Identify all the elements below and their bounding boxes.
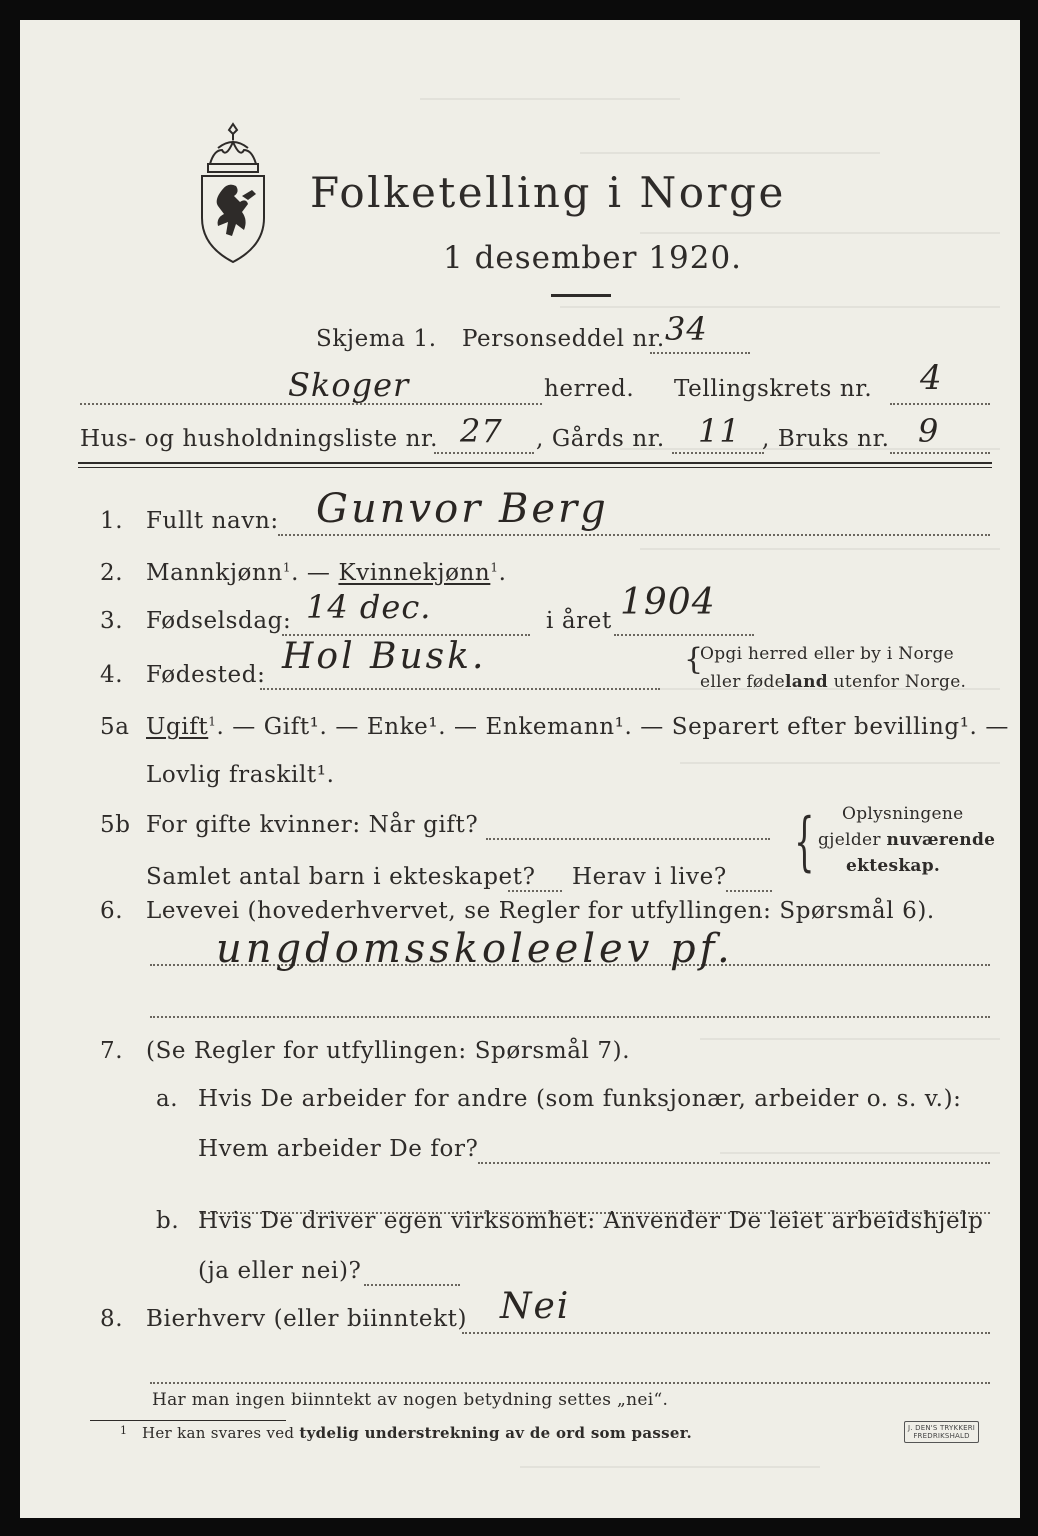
q7a-label2: Hvem arbeider De for? [198,1136,479,1162]
skjema-label: Skjema 1. [316,326,437,352]
husliste-value[interactable]: 27 [460,412,503,450]
q5b-married-label: For gifte kvinner: Når gift? [146,812,479,838]
q4-birthplace-value[interactable]: Hol Busk. [282,636,487,677]
q3-year-label: i året [546,608,612,634]
header-rule-top [78,462,992,464]
q4-note-line1: Opgi herred eller by i Norge [700,644,954,664]
herred-value[interactable]: Skoger [288,366,410,404]
q6-label: Levevei (hovederhvervet, se Regler for utfyllingen: Spørsmål 6). [146,898,935,924]
q7-label: (Se Regler for utfyllingen: Spørsmål 7). [146,1038,631,1064]
q7a-letter: a. [156,1086,179,1112]
printer-stamp: J. DEN'S TRYKKERI FREDRIKSHALD [904,1421,979,1443]
q5b-alive-label: Herav i live? [572,864,727,890]
q5b-note-brace: { [794,805,815,879]
q7b-label2: (ja eller nei)? [198,1258,362,1284]
q5a-option-ugift-selected[interactable]: Ugift [146,714,209,740]
census-date: 1 desember 1920. [443,240,743,276]
q7-number: 7. [100,1038,124,1064]
q7b-label: Hvis De driver egen virksomhet: Anvender De leiet arbeidshjelp [198,1208,984,1234]
form-title: Folketelling i Norge [310,168,786,217]
q1-number: 1. [100,508,124,534]
q3-number: 3. [100,608,124,634]
q1-full-name-value[interactable]: Gunvor Berg [316,486,609,532]
header-rule-bottom [78,467,992,468]
q2-option-female-selected[interactable]: Kvinnekjønn [338,560,491,586]
bruks-label: , Bruks nr. [762,426,890,452]
q4-label: Fødested: [146,662,266,688]
q3-year-value[interactable]: 1904 [620,582,716,623]
q5b-married-line[interactable] [486,838,770,840]
q1-label: Fullt navn: [146,508,279,534]
q2-option-male[interactable]: Mannkjønn [146,560,283,586]
footnote-rule [90,1420,286,1421]
q4-line [260,688,660,690]
tellingskrets-line [890,403,990,405]
q5b-children-line[interactable] [508,890,562,892]
title-divider [551,294,611,297]
q7b-letter: b. [156,1208,180,1234]
q7a-label: Hvis De arbeider for andre (som funksjonær, arbeider o. s. v.): [198,1086,962,1112]
q1-line [278,534,990,536]
tellingskrets-value[interactable]: 4 [920,358,943,398]
q6-number: 6. [100,898,124,924]
q2-separator: . — [291,560,339,586]
q5a-option-fraskilt[interactable]: Lovlig fraskilt¹. [146,762,335,788]
q6-line-2[interactable] [150,1016,990,1018]
q5a-number: 5a [100,714,130,740]
gards-line [672,452,764,454]
census-form-sheet [20,20,1020,1518]
q8-number: 8. [100,1306,124,1332]
q5b-number: 5b [100,812,131,838]
personseddel-label: Personseddel nr. [462,326,665,352]
q2-sex-options: Mannkjønn$^1$. — Kvinnekjønn$^1$. [146,560,507,586]
q4-note-brace: { [684,642,704,677]
q3-birthday-value[interactable]: 14 dec. [306,588,432,626]
q4-number: 4. [100,662,124,688]
footnote-mark: 1 [120,1424,128,1437]
herred-label: herred. [544,376,635,402]
q5b-alive-line[interactable] [726,890,772,892]
tellingskrets-label: Tellingskrets nr. [674,376,873,402]
personseddel-value[interactable]: 34 [665,310,708,348]
husliste-label: Hus- og husholdningsliste nr. [80,426,438,452]
bruks-value[interactable]: 9 [918,412,940,450]
personseddel-line [650,352,750,354]
q5b-children-label: Samlet antal barn i ekteskapet? [146,864,536,890]
q8-line-2[interactable] [150,1382,990,1384]
q8-line [462,1332,990,1334]
q5b-note-line3: ekteskap. [846,856,941,876]
q6-occupation-value[interactable]: ungdomsskoleelev pf. [216,926,734,972]
q5a-marital-options: Ugift$^1$. — Gift¹. — Enke¹. — Enkemann¹. — Separert efter bevilling¹. — [146,714,1009,740]
q2-number: 2. [100,560,124,586]
q5a-other-options: . — Gift¹. — Enke¹. — Enkemann¹. — Separert efter bevilling¹. — [216,714,1009,740]
q2-end: . [498,560,507,586]
q8-secondary-income-value[interactable]: Nei [500,1286,571,1327]
gards-label: , Gårds nr. [536,426,665,452]
gards-value[interactable]: 11 [698,412,741,450]
q7b-answer-line[interactable] [364,1284,460,1286]
q3-label: Fødselsdag: [146,608,292,634]
q8-note: Har man ingen biinntekt av nogen betydning settes „nei“. [152,1390,669,1410]
q3-year-line [614,634,754,636]
q5b-note-line1: Oplysningene [842,804,964,824]
q4-note-line2: eller fødeland utenfor Norge. [700,672,967,692]
footnote-text: Her kan svares ved tydelig understrekning av de ord som passer. [142,1424,693,1442]
q5b-note-line2: gjelder nuværende [818,830,996,850]
husliste-line [434,452,534,454]
bruks-line [890,452,990,454]
q7a-employer-line[interactable] [478,1162,990,1164]
q8-label: Bierhverv (eller biinntekt) [146,1306,468,1332]
norwegian-lion-coat-of-arms-icon [188,120,278,270]
